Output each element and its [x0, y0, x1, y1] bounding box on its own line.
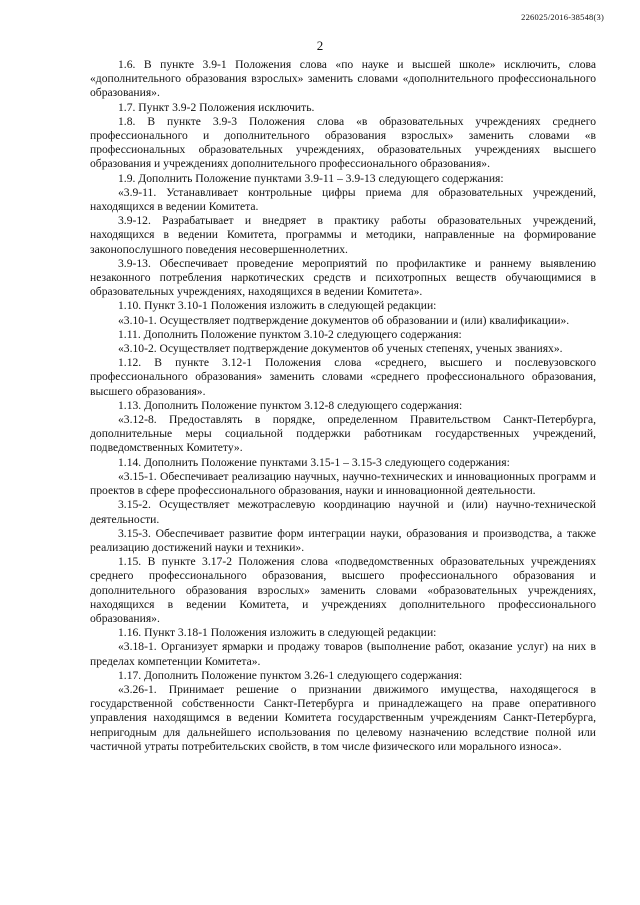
paragraph-3-26-1: «3.26-1. Принимает решение о признании движимого имущества, находящегося в государственной собственности Санкт-Петербурга и принадлежащего на праве оперативного управления находящимся в ведении Комитета государственным учреждениям Санкт-Петербурга, непригодным для дальнейшего использования по целевому назначению вследствие полной или частичной утраты потребительских свойств, в том числе физического или морального износа».	[90, 682, 596, 753]
paragraph-1-7: 1.7. Пункт 3.9-2 Положения исключить.	[118, 100, 315, 114]
paragraph-1-9: 1.9. Дополнить Положение пунктами 3.9-11 – 3.9-13 следующего содержания:	[118, 171, 504, 185]
paragraph-3-9-13: 3.9-13. Обеспечивает проведение мероприятий по профилактике и раннему выявлению незаконного потребления наркотических средств и психотропных веществ обучающимися в образовательных учреждениях, находящихся в ведении Комитета».	[90, 256, 596, 299]
paragraph-1-14: 1.14. Дополнить Положение пунктами 3.15-1 – 3.15-3 следующего содержания:	[118, 455, 510, 469]
document-body	[90, 58, 596, 754]
paragraph-3-9-12: 3.9-12. Разрабатывает и внедряет в практику работы образовательных учреждений, находящихся в ведении Комитета, программы и методики, направленные на формирование законопослушного поведения несовершеннолетних.	[90, 214, 596, 256]
paragraph-1-6: 1.6. В пункте 3.9-1 Положения слова «по науке и высшей школе» исключить, слова «дополнительного образования взрослых» заменить словами «дополнительного профессионального образования».	[90, 58, 596, 100]
paragraph-1-16: 1.16. Пункт 3.18-1 Положения изложить в следующей редакции:	[118, 626, 437, 640]
paragraph-3-10-1: «3.10-1. Осуществляет подтверждение документов об образовании и (или) квалификации».	[118, 313, 570, 327]
paragraph-3-9-11: «3.9-11. Устанавливает контрольные цифры приема для образовательных учреждений, находящихся в ведении Комитета.	[90, 185, 596, 214]
paragraph-1-10: 1.10. Пункт 3.10-1 Положения изложить в следующей редакции:	[118, 299, 437, 313]
paragraph-3-12-8: «3.12-8. Предоставлять в порядке, определенном Правительством Санкт-Петербурга, дополнительные меры социальной поддержки работникам государственных учреждений, подведомственных Комитету».	[90, 413, 596, 455]
paragraph-3-15-2: 3.15-2. Осуществляет межотраслевую координацию научной и (или) научно-технической деятельности.	[90, 498, 596, 526]
paragraph-3-10-2: «3.10-2. Осуществляет подтверждение документов об ученых степенях, ученых званиях».	[118, 342, 563, 356]
paragraph-1-13: 1.13. Дополнить Положение пунктом 3.12-8 следующего содержания:	[118, 398, 463, 412]
document-id: 226025/2016-38548(3)	[521, 12, 604, 22]
page-number: 2	[316, 38, 324, 53]
paragraph-3-18-1: «3.18-1. Организует ярмарки и продажу товаров (выполнение работ, оказание услуг) на них в пределах компетенции Комитета».	[90, 640, 596, 668]
paragraph-1-12: 1.12. В пункте 3.12-1 Положения слова «среднего, высшего и послевузовского профессионального образования» заменить словами «среднего профессионального образования, высшего образования».	[90, 356, 596, 398]
paragraph-1-17: 1.17. Дополнить Положение пунктом 3.26-1 следующего содержания:	[118, 668, 463, 682]
paragraph-3-15-1: «3.15-1. Обеспечивает реализацию научных, научно-технических и инновационных программ и проектов в сфере профессионального образования, науки и инновационной деятельности.	[90, 469, 596, 498]
paragraph-1-15: 1.15. В пункте 3.17-2 Положения слова «подведомственных образовательных учреждениях среднего профессионального образования, высшего профессионального образования и дополнительного образования взрослых» заменить словами «образовательных учреждениях, находящихся в ведении Комитета, и учреждениях дополнительного профессионального образования».	[90, 555, 596, 625]
paragraph-1-11: 1.11. Дополнить Положение пунктом 3.10-2 следующего содержания:	[118, 327, 462, 341]
paragraph-3-15-3: 3.15-3. Обеспечивает развитие форм интеграции науки, образования и производства, а также реализацию достижений науки и техники».	[90, 526, 596, 554]
paragraph-1-8: 1.8. В пункте 3.9-3 Положения слова «в образовательных учреждениях среднего профессионального и дополнительного образования взрослых» заменить словами «в профессиональных образовательных учреждениях, образовательных учреждениях высшего образования и учреждениях дополнительного профессионального образования».	[90, 114, 596, 171]
